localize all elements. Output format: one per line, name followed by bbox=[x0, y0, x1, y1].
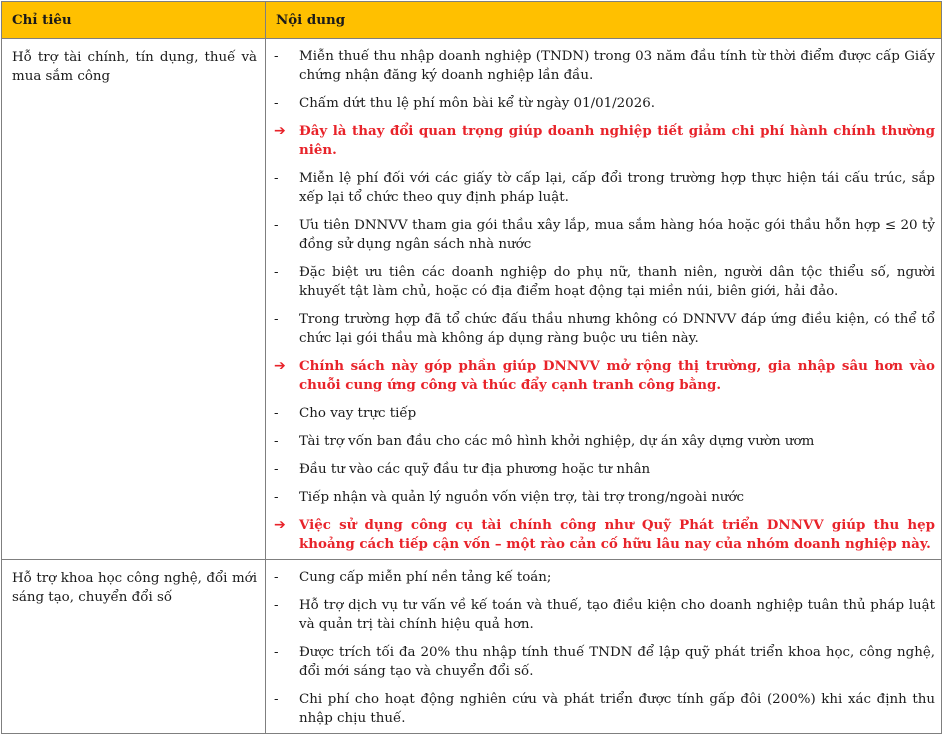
list-item bbox=[274, 643, 935, 681]
item-text: Đặc biệt ưu tiên các doanh nghiệp do phụ nữ, thanh niên, người dân tộc thiểu số, người khuyết tật làm chủ, hoặc có địa điểm hoạt động tại miền núi, biên giới, hải đảo. bbox=[299, 265, 935, 299]
item-text: Cho vay trực tiếp bbox=[299, 406, 417, 421]
item-text: Ưu tiên DNNVV tham gia gói thầu xây lắp, mua sắm hàng hóa hoặc gói thầu hỗn hợp ≤ 20 tỷ đồng sử dụng ngân sách nhà nước bbox=[299, 218, 935, 252]
header-row bbox=[2, 2, 942, 39]
list-item bbox=[274, 216, 935, 254]
item-text: Tiếp nhận và quản lý nguồn vốn viện trợ, tài trợ trong/ngoài nước bbox=[299, 490, 745, 505]
header-content: Nội dung bbox=[266, 2, 942, 39]
dash-bullet-icon: - bbox=[274, 406, 279, 421]
item-text: Được trích tối đa 20% thu nhập tính thuế TNDN để lập quỹ phát triển khoa học, công nghệ, đổi mới sáng tạo và chuyển đổi số. bbox=[299, 645, 935, 679]
table-body bbox=[2, 39, 942, 734]
list-item bbox=[274, 488, 935, 507]
item-text: Miễn lệ phí đối với các giấy tờ cấp lại, cấp đổi trong trường hợp thực hiện tái cấu trúc, sắp xếp lại tổ chức theo quy định pháp luật. bbox=[299, 171, 935, 205]
item-text: Chi phí cho hoạt động nghiên cứu và phát triển được tính gấp đôi (200%) khi xác định thu nhập chịu thuế. bbox=[299, 692, 935, 726]
highlight-note bbox=[274, 122, 935, 160]
list-item bbox=[274, 310, 935, 348]
item-text: Trong trường hợp đã tổ chức đấu thầu nhưng không có DNNVV đáp ứng điều kiện, có thể tổ chức lại gói thầu mà không áp dụng ràng buộc ưu tiên này. bbox=[299, 312, 935, 346]
table-row bbox=[2, 560, 942, 734]
item-text: Miễn thuế thu nhập doanh nghiệp (TNDN) trong 03 năm đầu tính từ thời điểm được cấp Giấy chứng nhận đăng ký doanh nghiệp lần đầu. bbox=[299, 49, 935, 83]
list-item bbox=[274, 94, 935, 113]
dash-bullet-icon: - bbox=[274, 312, 279, 327]
list-item bbox=[274, 690, 935, 728]
item-text: Tài trợ vốn ban đầu cho các mô hình khởi nghiệp, dự án xây dựng vườn ươm bbox=[299, 434, 815, 449]
category-cell: Hỗ trợ tài chính, tín dụng, thuế và mua sắm công bbox=[2, 39, 266, 560]
item-text: Hỗ trợ dịch vụ tư vấn về kế toán và thuế, tạo điều kiện cho doanh nghiệp tuân thủ pháp luật và quản trị tài chính hiệu quả hơn. bbox=[299, 598, 935, 632]
category-cell: Hỗ trợ khoa học công nghệ, đổi mới sáng tạo, chuyển đổi số bbox=[2, 560, 266, 734]
dash-bullet-icon: - bbox=[274, 490, 279, 505]
highlight-note bbox=[274, 516, 935, 554]
list-item bbox=[274, 404, 935, 423]
dash-bullet-icon: - bbox=[274, 171, 279, 186]
item-text: Đầu tư vào các quỹ đầu tư địa phương hoặc tư nhân bbox=[299, 462, 651, 477]
list-item bbox=[274, 263, 935, 301]
policy-table bbox=[1, 1, 942, 734]
list-item bbox=[274, 568, 935, 587]
dash-bullet-icon: - bbox=[274, 598, 279, 613]
dash-bullet-icon: - bbox=[274, 434, 279, 449]
arrow-right-icon: ➔ bbox=[274, 517, 286, 533]
content-list bbox=[274, 47, 935, 554]
dash-bullet-icon: - bbox=[274, 462, 279, 477]
list-item bbox=[274, 596, 935, 634]
arrow-right-icon: ➔ bbox=[274, 358, 286, 374]
content-cell bbox=[266, 39, 942, 560]
item-text: Chấm dứt thu lệ phí môn bài kể từ ngày 01/01/2026. bbox=[299, 96, 655, 111]
dash-bullet-icon: - bbox=[274, 645, 279, 660]
highlight-note bbox=[274, 357, 935, 395]
list-item bbox=[274, 460, 935, 479]
content-list bbox=[274, 568, 935, 728]
dash-bullet-icon: - bbox=[274, 265, 279, 280]
dash-bullet-icon: - bbox=[274, 96, 279, 111]
item-text: Việc sử dụng công cụ tài chính công như Quỹ Phát triển DNNVV giúp thu hẹp khoảng cách tiếp cận vốn – một rào cản cố hữu lâu nay của nhóm doanh nghiệp này. bbox=[299, 517, 935, 552]
dash-bullet-icon: - bbox=[274, 570, 279, 585]
list-item bbox=[274, 47, 935, 85]
item-text: Cung cấp miễn phí nền tảng kế toán; bbox=[299, 570, 552, 585]
table-row bbox=[2, 39, 942, 560]
item-text: Chính sách này góp phần giúp DNNVV mở rộng thị trường, gia nhập sâu hơn vào chuỗi cung ứng công và thúc đẩy cạnh tranh công bằng. bbox=[299, 358, 935, 393]
content-cell bbox=[266, 560, 942, 734]
dash-bullet-icon: - bbox=[274, 218, 279, 233]
list-item bbox=[274, 169, 935, 207]
item-text: Đây là thay đổi quan trọng giúp doanh nghiệp tiết giảm chi phí hành chính thường niên. bbox=[299, 123, 935, 158]
arrow-right-icon: ➔ bbox=[274, 123, 286, 139]
list-item bbox=[274, 432, 935, 451]
dash-bullet-icon: - bbox=[274, 692, 279, 707]
header-criteria: Chỉ tiêu bbox=[2, 2, 266, 39]
dash-bullet-icon: - bbox=[274, 49, 279, 64]
